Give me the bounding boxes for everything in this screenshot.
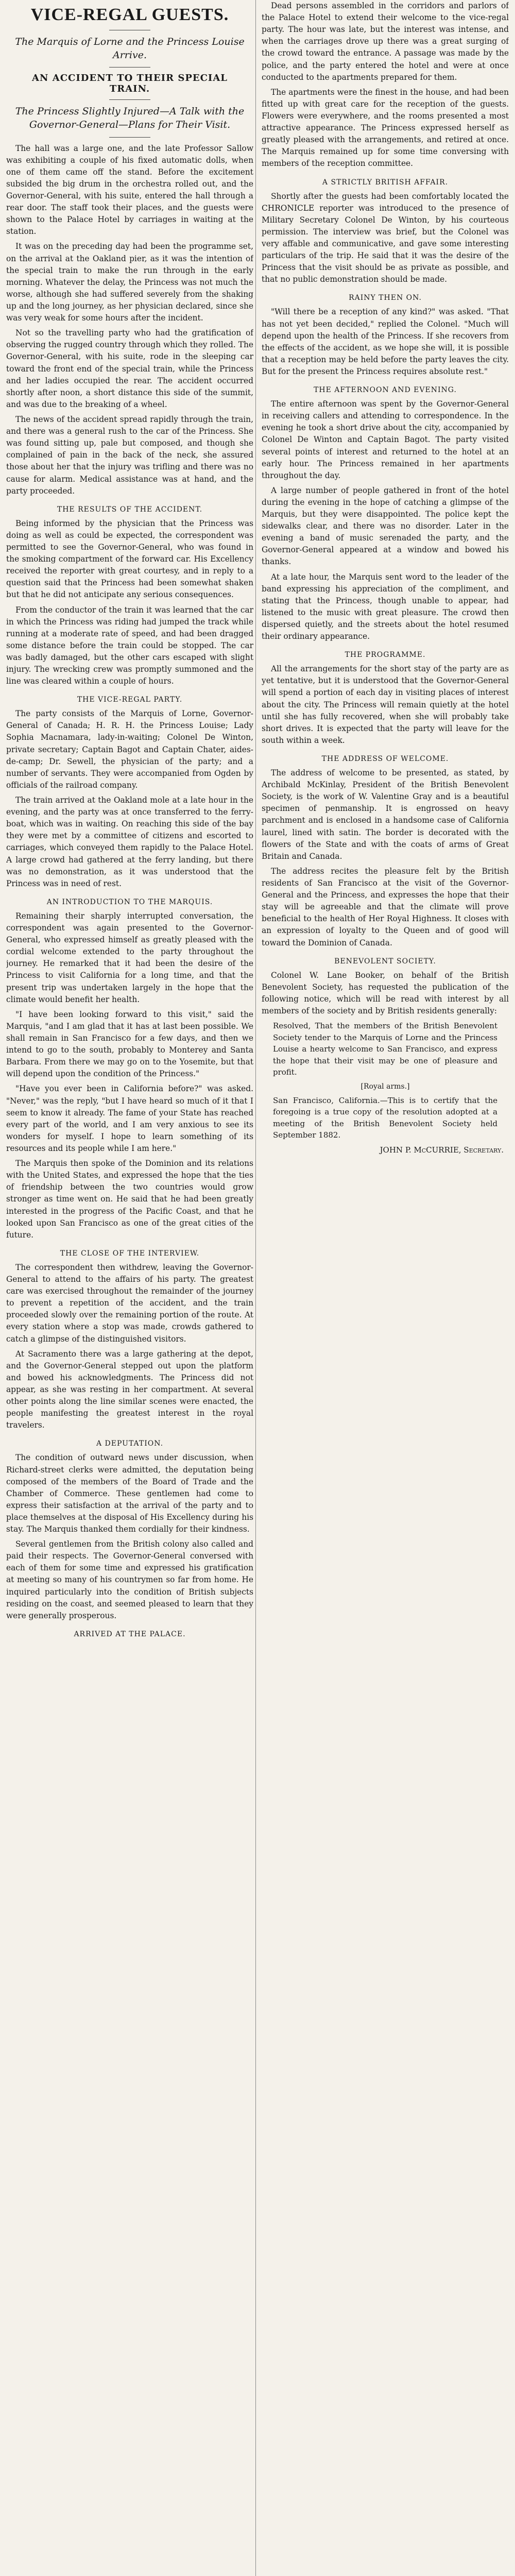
paragraph: Shortly after the guests had been comfortably located the CHRONICLE reporter was introduced to the presence of Military Secretary Colonel De Winton, by his courteous permission. The interview was brief, but the Colonel was very affable and communicative, and gave some interesting particulars of the trip. He said that it was the desire of the Princess that the visit should be as private as possible, and that no public demonstration should be made. <box>262 191 509 284</box>
quoted-resolution: Resolved, That the members of the British Benevolent Society tender to the Marquis of Lorne and the Princess Louise a hearty welcome to San Francisco, and express the hope that their visit may be one of pleasure and profit. <box>273 1021 497 1077</box>
paragraph: It was on the preceding day had been the programme set, on the arrival at the Oakland pier, as it was the intention of the special train to make the run through in the early morning. Whatever the delay, the Princess was not much the worse, although she had suffered severely from the shaking up and the long journey, as her physician declared, since she was very weak for some hours after the incident. <box>6 242 253 323</box>
paragraph: "Will there be a reception of any kind?" was asked. "That has not yet been decided," replied the Colonel. "Much will depend upon the health of the Princess. If she recovers from the effects of the accident, as we hope she will, it is possible that a reception may be held before the party leaves the city. But for the present the Princess requires absolute rest." <box>262 307 509 376</box>
paragraph: From the conductor of the train it was learned that the car in which the Princess was riding had jumped the track while running at a moderate rate of speed, and had been dragged some distance before the train could be stopped. The car was badly damaged, but the other cars escaped with slight injury. The wrecking crew was promptly summoned and the line was cleared within a couple of hours. <box>6 605 253 686</box>
subhead: The Marquis of Lorne and the Princess Louise Arrive. <box>15 36 245 61</box>
section-heading: BENEVOLENT SOCIETY. <box>334 957 436 965</box>
section-heading: THE VICE-REGAL PARTY. <box>77 696 183 704</box>
paragraph: Dead persons assembled in the corridors and parlors of the Palace Hotel to extend their welcome to the vice-regal party. The hour was late, but the interest was intense, and when the carriages drove up there was a great surging of the crowd toward the entrance. A passage was made by the police, and the party entered the hotel and were at once conducted to the apartments prepared for them. <box>262 1 509 82</box>
column-right <box>262 0 509 2576</box>
section-heading: THE AFTERNOON AND EVENING. <box>314 386 457 395</box>
paragraph: The address of welcome to be presented, as stated, by Archibald McKinlay, President of the British Benevolent Society, is the work of W. Valentine Gray and is a beautiful specimen of penmanship. It is engrossed on heavy parchment and is enclosed in a handsome case of California laurel, lined with satin. The border is decorated with the flowers of the State and with the coats of arms of Great Britain and Canada. <box>262 768 509 861</box>
paragraph: The Marquis then spoke of the Dominion and its relations with the United States, and expressed the hope that the ties of friendship between the two countries would grow stronger as time went on. He said that he had been greatly interested in the progress of the Pacific Coast, and that he looked upon San Francisco as one of the great cities of the future. <box>6 1159 253 1240</box>
headline: VICE-REGAL GUESTS. <box>30 5 229 24</box>
paragraph: The address recites the pleasure felt by the British residents of San Francisco at the visit of the Governor-General and the Princess, and expresses the hope that their stay will be agreeable and that the climate will prove beneficial to the health of Her Royal Highness. It closes with an expression of loyalty to the Queen and of good will toward the Dominion of Canada. <box>262 866 509 947</box>
paragraph: Several gentlemen from the British colony also called and paid their respects. The Governor-General conversed with each of them for some time and expressed his gratification at meeting so many of his countrymen so far from home. He inquired particularly into the condition of British subjects residing on the coast, and seemed pleased to learn that they were generally prosperous. <box>6 1539 253 1620</box>
paragraph: At a late hour, the Marquis sent word to the leader of the band expressing his appreciation of the compliment, and stating that the Princess, though unable to appear, had listened to the music with great pleasure. The crowd then dispersed quietly, and the streets about the hotel resumed their ordinary appearance. <box>262 572 509 641</box>
paragraph: Being informed by the physician that the Princess was doing as well as could be expected, the correspondent was permitted to see the Governor-General, who was found in the smoking compartment of the forward car. His Excellency received the reporter with great courtesy, and in reply to a question said that the Princess had been somewhat shaken but that he did not anticipate any serious consequences. <box>6 518 253 600</box>
column-rule <box>255 0 256 2576</box>
paragraph: "Have you ever been in California before?" was asked. "Never," was the reply, "but I have heard so much of it that I seem to know it already. The fame of your State has reached every part of the world, and I am very anxious to see its wonders for myself. I hope to learn something of its resources and its people while I am here." <box>6 1084 253 1153</box>
section-heading: THE RESULTS OF THE ACCIDENT. <box>57 505 203 514</box>
paragraph: Colonel W. Lane Booker, on behalf of the British Benevolent Society, has requested the publication of the following notice, which will be read with interest by all members of the society and by British residents generally: <box>262 970 509 1015</box>
paragraph: The correspondent then withdrew, leaving the Governor-General to attend to the affairs of his party. The greatest care was exercised throughout the remainder of the journey to prevent a repetition of the accident, and the train proceeded slowly over the remaining portion of the route. At every station where a stop was made, crowds gathered to catch a glimpse of the distinguished visitors. <box>6 1262 253 1344</box>
paragraph: Remaining their sharply interrupted conversation, the correspondent was again presented to the Governor-General, who expressed himself as greatly pleased with the cordial welcome extended to the party throughout the journey. He remarked that it had been the desire of the Princess to visit California for a long time, and that the present trip was undertaken largely in the hope that the climate would benefit her health. <box>6 911 253 1004</box>
divider <box>109 137 150 138</box>
deck: AN ACCIDENT TO THEIR SPECIAL TRAIN. <box>32 73 228 95</box>
paragraph: The hall was a large one, and the late Professor Sallow was exhibiting a couple of his fixed automatic dolls, when one of them came off the stand. Before the excitement subsided the big drum in the orchestra rolled out, and the Governor-General, with his suite, entered the hall through a rear door. The staff took their places, and the guests were shown to the Palace Hotel by carriages in waiting at the station. <box>6 143 253 236</box>
section-heading: THE PROGRAMME. <box>345 651 426 659</box>
paragraph: The apartments were the finest in the house, and had been fitted up with great care for the reception of the guests. Flowers were everywhere, and the rooms presented a most attractive appearance. The Princess expressed herself as greatly pleased with the arrangements, and retired at once. The Marquis remained up for some time conversing with members of the reception committee. <box>262 87 509 168</box>
section-heading: AN INTRODUCTION TO THE MARQUIS. <box>46 897 213 906</box>
deck-secondary: The Princess Slightly Injured—A Talk with the Governor-General—Plans for Their Visit. <box>15 106 245 130</box>
paragraph: A large number of people gathered in front of the hotel during the evening in the hope of catching a glimpse of the Marquis, but they were disappointed. The police kept the sidewalks clear, and there was no disorder. Later in the evening a band of music serenaded the party, and the Governor-General appeared at a window and bowed his thanks. <box>262 485 509 567</box>
paragraph: The news of the accident spread rapidly through the train, and there was a general rush to the car of the Princess. She was found sitting up, pale but composed, and though she complained of pain in the back of the neck, she assured those about her that the injury was trifling and there was no cause for alarm. Medical assistance was at hand, and the party proceeded. <box>6 414 253 496</box>
paragraph: "I have been looking forward to this visit," said the Marquis, "and I am glad that it has at last been possible. We shall remain in San Francisco for a few days, and then we intend to go to the south, probably to Monterey and Santa Barbara. From there we may go on to the Yosemite, but that will depend upon the condition of the Princess." <box>6 1009 253 1079</box>
section-heading: A STRICTLY BRITISH AFFAIR. <box>322 178 449 187</box>
column-left <box>6 0 253 2576</box>
seal-caption: [Royal arms.] <box>360 1082 410 1091</box>
divider <box>109 99 150 100</box>
section-heading: A DEPUTATION. <box>96 1439 164 1448</box>
paragraph: At Sacramento there was a large gathering at the depot, and the Governor-General stepped out upon the platform and bowed his acknowledgments. The Princess did not appear, as she was resting in her compartment. At several other points along the line similar scenes were enacted, the people manifesting the greatest interest in the royal travelers. <box>6 1349 253 1430</box>
quoted-certificate: San Francisco, California.—This is to certify that the foregoing is a true copy of the resolution adopted at a meeting of the British Benevolent Society held September 1882. <box>273 1095 497 1140</box>
signature: JOHN P. McCURRIE, Secretary. <box>380 1145 504 1155</box>
section-heading: RAINY THEN ON. <box>349 294 422 302</box>
paragraph: The train arrived at the Oakland mole at a late hour in the evening, and the party was at once transferred to the ferry-boat, which was in waiting. On reaching this side of the bay they were met by a committee of citizens and escorted to carriages, which conveyed them rapidly to the Palace Hotel. A large crowd had gathered at the ferry landing, but there was no demonstration, as it was understood that the Princess was in need of rest. <box>6 795 253 888</box>
section-heading: THE CLOSE OF THE INTERVIEW. <box>60 1249 200 1258</box>
section-heading: THE ADDRESS OF WELCOME. <box>321 755 449 764</box>
paragraph: All the arrangements for the short stay of the party are as yet tentative, but it is understood that the Governor-General will spend a portion of each day in visiting places of interest about the city. The Princess will remain quietly at the hotel until she has fully recovered, when she will probably take short drives. It is expected that the party will leave for the south within a week. <box>262 664 509 745</box>
paragraph: The entire afternoon was spent by the Governor-General in receiving callers and attending to correspondence. In the evening he took a short drive about the city, accompanied by Colonel De Winton and Captain Bagot. The party visited several points of interest and returned to the hotel at an early hour. The Princess remained in her apartments throughout the day. <box>262 399 509 480</box>
paragraph: The party consists of the Marquis of Lorne, Governor-General of Canada; H. R. H. the Princess Louise; Lady Sophia Macnamara, lady-in-waiting; Colonel De Winton, private secretary; Captain Bagot and Captain Chater, aides-de-camp; Dr. Sewell, the physician of the party; and a number of servants. They were accompanied from Ogden by officials of the railroad company. <box>6 709 253 790</box>
section-heading: ARRIVED AT THE PALACE. <box>74 1630 186 1638</box>
paragraph: The condition of outward news under discussion, when Richard-street clerks were admitted, the deputation being composed of the members of the Board of Trade and the Chamber of Commerce. These gentlemen had come to express their satisfaction at the arrival of the party and to place themselves at the disposal of His Excellency during his stay. The Marquis thanked them cordially for their kindness. <box>6 1453 253 1534</box>
paragraph: Not so the travelling party who had the gratification of observing the rugged country through which they rolled. The Governor-General, with his suite, rode in the sleeping car toward the front end of the special train, while the Princess and her ladies occupied the rear. The accident occurred shortly after noon, a short distance this side of the summit, and was due to the breaking of a wheel. <box>6 328 253 409</box>
